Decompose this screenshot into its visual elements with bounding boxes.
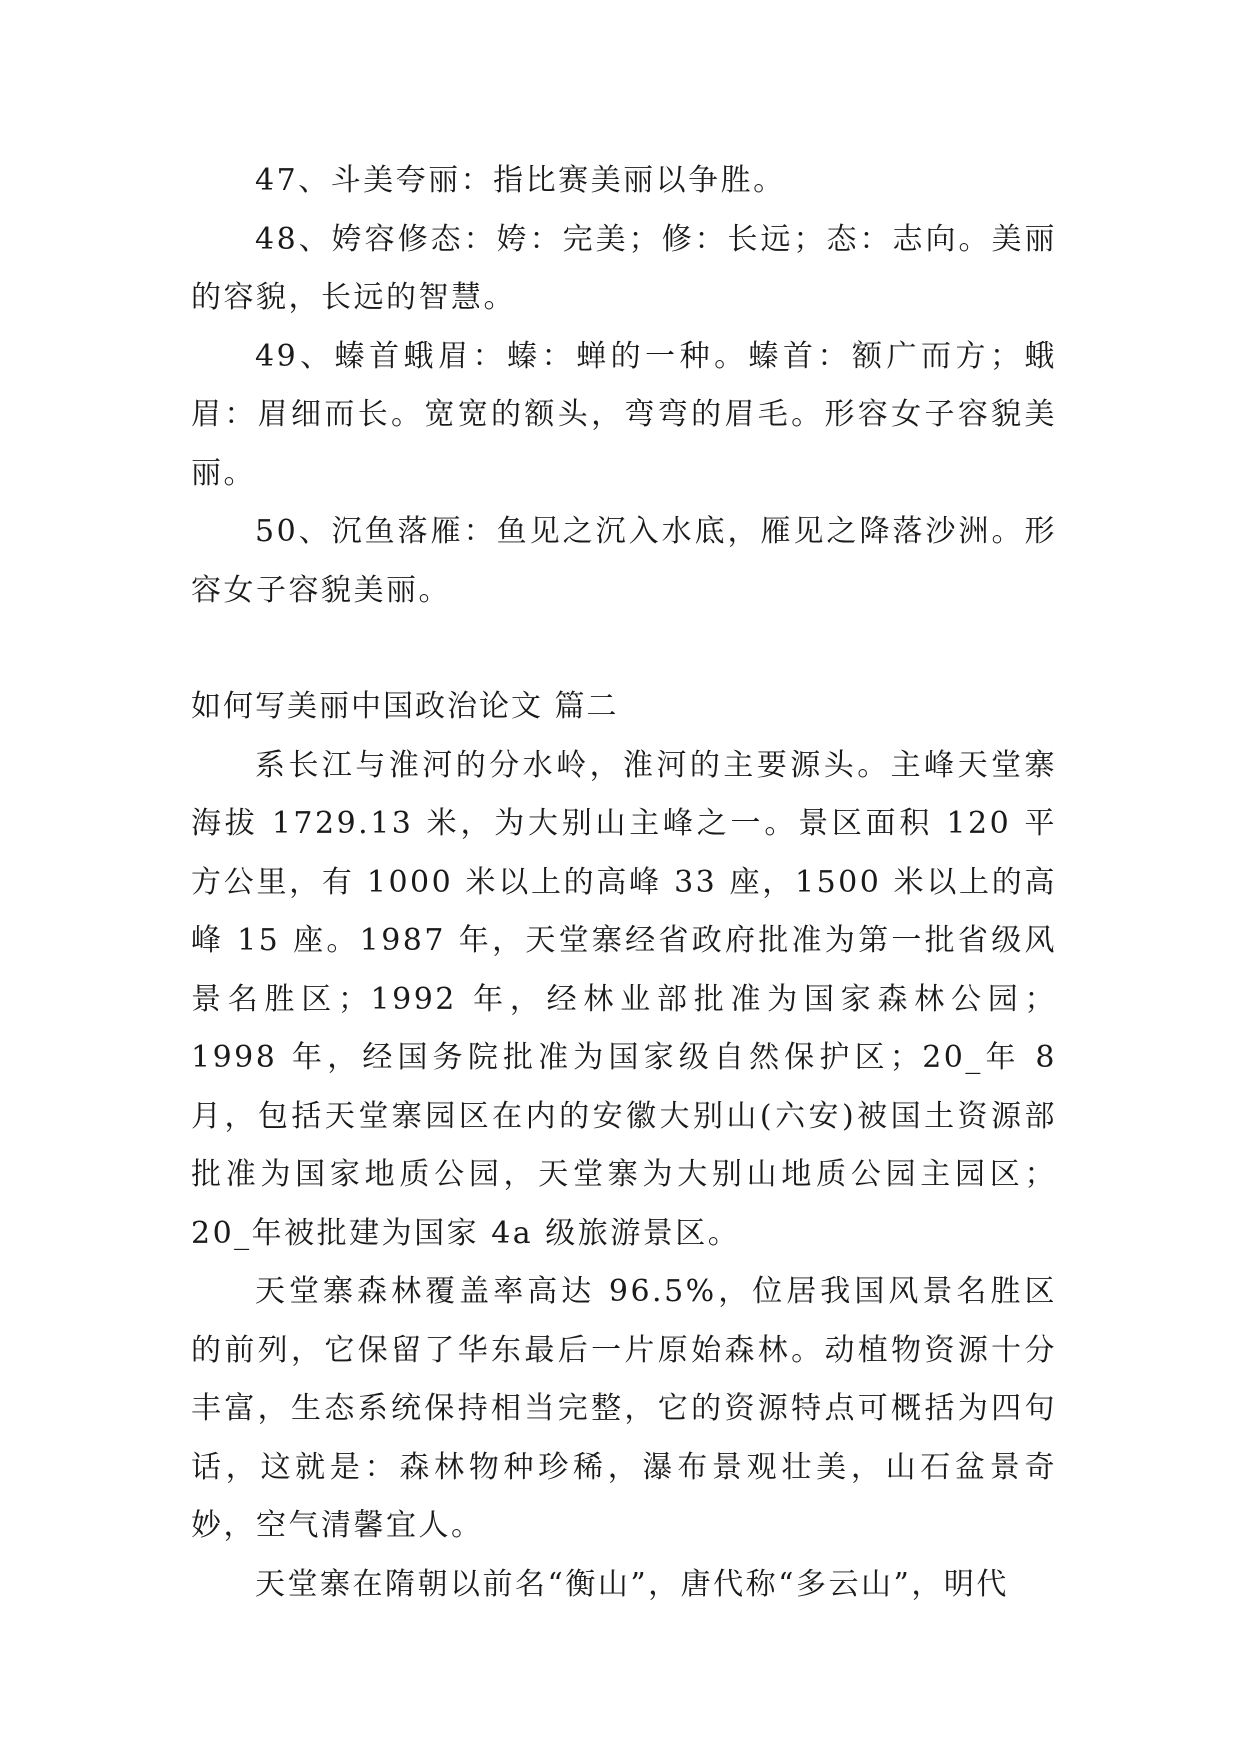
paragraph-history: 天堂寨在隋朝以前名“衡山”，唐代称“多云山”，明代 — [255, 1566, 1009, 1602]
paragraph-idiom-50: 50、沉鱼落雁：鱼见之沉入水底，雁见之降落沙洲。形容女子容貌美丽。 — [191, 514, 1057, 608]
section-spacer — [191, 620, 1057, 678]
paragraph-overview: 系长江与淮河的分水岭，淮河的主要源头。主峰天堂寨海拔 1729.13 米，为大别山主峰之一。景区面积 120 平方公里，有 1000 米以上的高峰 33 座，1500 米以上的高峰 15 座。1987 年，天堂寨经省政府批准为第一批省级风景名胜区；1992 年，经林业部批准为国家森林公园；1998 年，经国务院批准为国家级自然保护区；20_年 8 月，包括天堂寨园区在内的安徽大别山(六安)被国土资源部批准为国家地质公园，天堂寨为大别山地质公园主园区；20_年被批建为国家 4a 级旅游景区。 — [191, 747, 1057, 1251]
paragraph-idiom-48: 48、姱容修态：姱：完美；修：长远；态：志向。美丽的容貌，长远的智慧。 — [191, 221, 1057, 315]
paragraph-forest: 天堂寨森林覆盖率高达 96.5%，位居我国风景名胜区的前列，它保留了华东最后一片原始森林。动植物资源十分丰富，生态系统保持相当完整，它的资源特点可概括为四句话，这就是：森林物种珍稀，瀑布景观壮美，山石盆景奇妙，空气清馨宜人。 — [191, 1274, 1057, 1543]
document-body — [191, 152, 1057, 1614]
section-heading: 如何写美丽中国政治论文 篇二 — [191, 689, 619, 724]
paragraph-idiom-47: 47、斗美夸丽：指比赛美丽以争胜。 — [255, 163, 786, 198]
paragraph-idiom-49: 49、螓首蛾眉：螓：蝉的一种。螓首：额广而方；蛾眉：眉细而长。宽宽的额头，弯弯的眉毛。形容女子容貌美丽。 — [191, 338, 1057, 491]
